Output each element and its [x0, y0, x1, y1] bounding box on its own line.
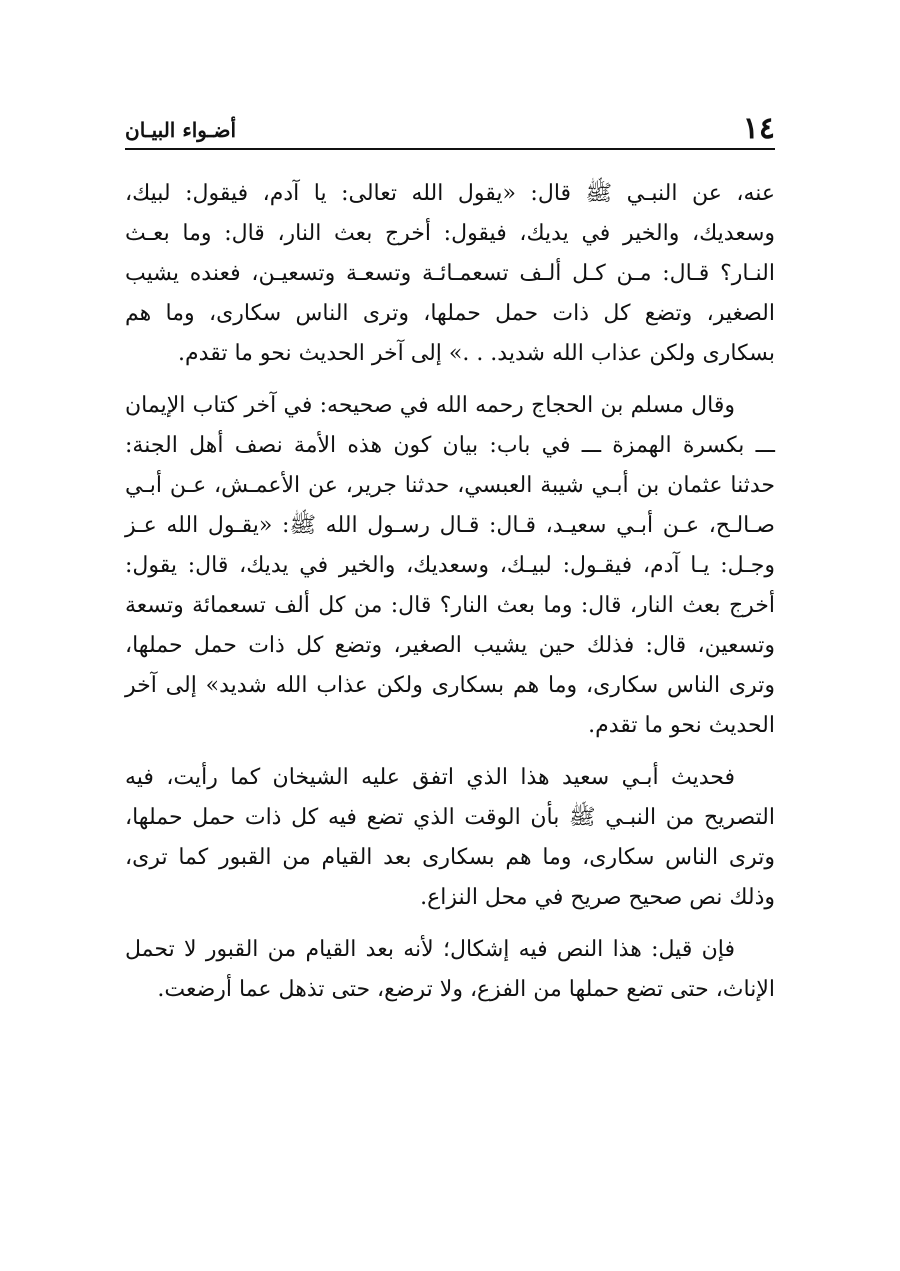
paragraph-commentary: فحديث أبـي سعيد هذا الذي اتفق عليه الشيخان كما رأيت، فيه التصريح من النبـي ﷺ بأن الوقت الذي تضع فيه كل ذات حمل حملها، وترى الناس سكارى، وما هم بسكارى بعد القيام من القبور كما ترى، وذلك نص صحيح صريح في محل النزاع.: [125, 765, 775, 910]
paragraph-hadith-continuation: عنه، عن النبـي ﷺ قال: «يقول الله تعالى: يا آدم، فيقول: لبيك، وسعديك، والخير في يديك، فيقول: أخرج بعث النار، قال: وما بعـث النـار؟ قـال: مـن كـل ألـف تسعمـائـة وتسعـة وتسعيـن، فعنده يشيب الصغير، وتضع كل ذات حمل حملها، وترى الناس سكارى، وما هم بسكارى ولكن عذاب الله شديد. . .» إلى آخر الحديث نحو ما تقدم.: [125, 181, 775, 366]
page-header: [125, 110, 775, 150]
page-number: ١٤: [742, 111, 775, 146]
running-title: أضـواء البيـان: [125, 118, 237, 142]
page-body: [125, 174, 775, 1010]
book-page: [125, 110, 775, 1022]
paragraph-objection: فإن قيل: هذا النص فيه إشكال؛ لأنه بعد القيام من القبور لا تحمل الإناث، حتى تضع حملها من الفزع، ولا ترضع، حتى تذهل عما أرضعت.: [125, 937, 775, 1002]
paragraph-muslim-narration: وقال مسلم بن الحجاج رحمه الله في صحيحه: في آخر كتاب الإيمان ـــ بكسرة الهمزة ـــ في باب: بيان كون هذه الأمة نصف أهل الجنة: حدثنا عثمان بن أبـي شيبة العبسي، حدثنا جرير، عن الأعمـش، عـن أبـي صـالـح، عـن أبـي سعيـد، قـال: قـال رسـول الله ﷺ: «يقـول الله عـز وجـل: يـا آدم، فيقـول: لبيـك، وسعديك، والخير في يديك، قال: يقول: أخرج بعث النار، قال: وما بعث النار؟ قال: من كل ألف تسعمائة وتسعة وتسعين، قال: فذلك حين يشيب الصغير، وتضع كل ذات حمل حملها، وترى الناس سكارى، وما هم بسكارى ولكن عذاب الله شديد» إلى آخر الحديث نحو ما تقدم.: [125, 393, 775, 738]
